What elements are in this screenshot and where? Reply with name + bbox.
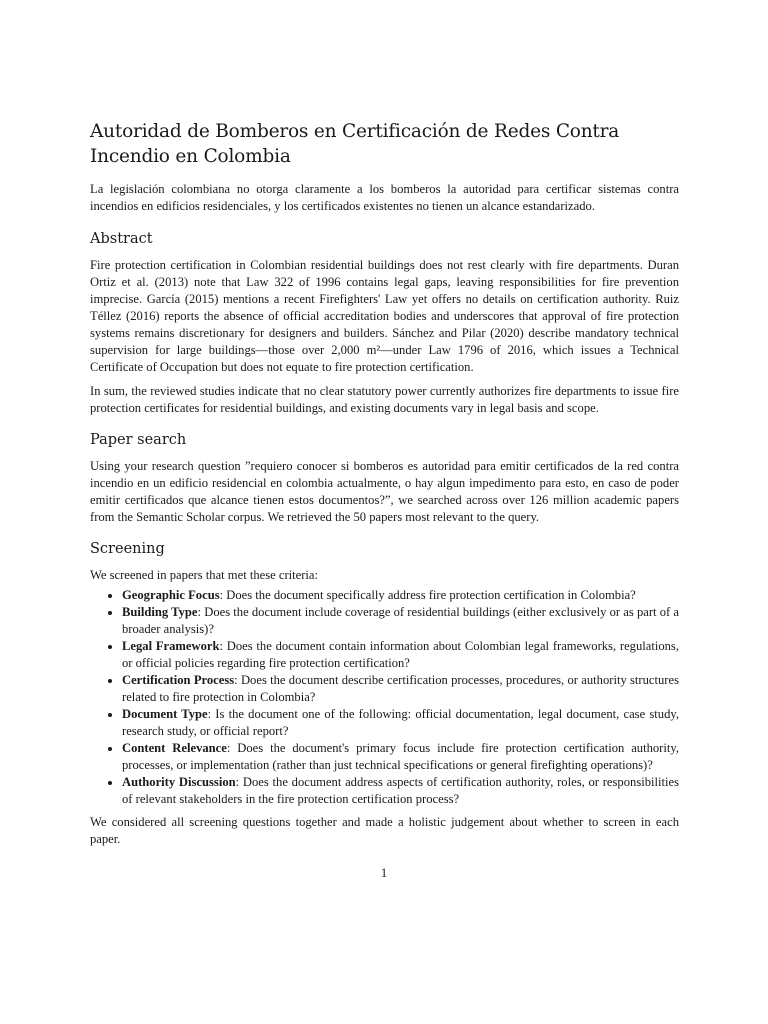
abstract-paragraph: In sum, the reviewed studies indicate that no clear statutory power currently authorizes fire departments to issue fire protection certificates for residential buildings, and existing documents vary in legal basis and scope.	[90, 384, 679, 415]
criterion-item	[122, 604, 679, 638]
criterion-label: Building Type	[122, 605, 198, 619]
criterion-text: : Does the document contain information about Colombian legal frameworks, regulations, or official policies regarding fire protection certification?	[122, 639, 679, 670]
page-content	[90, 119, 679, 848]
criterion-text: : Is the document one of the following: official documentation, legal document, case study, research study, or official report?	[122, 707, 679, 738]
screening-intro: We screened in papers that met these criteria:	[90, 568, 319, 582]
criterion-text: : Does the document address aspects of certification authority, roles, or responsibilities of relevant stakeholders in the fire protection certification process?	[122, 775, 679, 806]
criterion-label: Certification Process	[122, 673, 235, 687]
criterion-item	[122, 638, 679, 672]
abstract-section	[90, 230, 679, 417]
screening-heading: Screening	[90, 541, 165, 557]
paper-search-section	[90, 431, 679, 526]
criterion-item	[122, 706, 679, 740]
criterion-text: : Does the document describe certification processes, procedures, or authority structures related to fire protection in Colombia?	[122, 673, 679, 704]
lead-summary: La legislación colombiana no otorga claramente a los bomberos la autoridad para certificar sistemas contra incendios en edificios residenciales, y los certificados existentes no tienen un alcance estandarizado.	[90, 182, 679, 213]
paper-title: Autoridad de Bomberos en Certificación de Redes Contra Incendio en Colombia	[90, 121, 620, 167]
abstract-heading: Abstract	[90, 231, 153, 247]
abstract-paragraph: Fire protection certification in Colombian residential buildings does not rest clearly with fire departments. Duran Ortiz et al. (2013) note that Law 322 of 1996 contains legal gaps, leaving responsibilities for fire prevention imprecise. García (2015) mentions a recent Firefighters' Law yet offers no details on certification authority. Ruiz Téllez (2016) reports the absence of official accreditation bodies and underscores that approval of fire protection systems remains discretionary for designers and builders. Sánchez and Pilar (2020) describe mandatory technical supervision for large buildings—those over 2,000 m²—under Law 1796 of 2016, which issues a Technical Certificate of Occupation but does not equate to fire protection certification.	[90, 258, 679, 374]
criterion-text: : Does the document specifically address fire protection certification in Colombia?	[219, 588, 636, 602]
criterion-label: Authority Discussion	[122, 775, 236, 789]
criterion-label: Document Type	[122, 707, 208, 721]
criterion-label: Content Relevance	[122, 741, 227, 755]
paper-search-heading: Paper search	[90, 432, 187, 448]
criterion-text: : Does the document include coverage of residential buildings (either exclusively or as part of a broader analysis)?	[122, 605, 679, 636]
screening-closing: We considered all screening questions together and made a holistic judgement about whether to screen in each paper.	[90, 815, 679, 846]
criterion-label: Legal Framework	[122, 639, 220, 653]
criterion-item	[122, 672, 679, 706]
criterion-text: : Does the document's primary focus include fire protection certification authority, processes, or implementation (rather than just technical specifications or general firefighting operations)?	[122, 741, 680, 772]
criterion-item	[122, 774, 679, 808]
criteria-list	[90, 587, 679, 808]
screening-section	[90, 540, 679, 848]
paper-search-text: Using your research question ”requiero conocer si bomberos es autoridad para emitir certificados de la red contra incendio en un edificio residencial en colombia actualmente, o hay algun impedimento para esto, en caso de poder emitir certificados que alcance tienen estos documentos?”, we searched across over 126 million academic papers from the Semantic Scholar corpus. We retrieved the 50 papers most relevant to the query.	[90, 459, 679, 524]
page-number: 1	[380, 866, 388, 880]
criterion-label: Geographic Focus	[122, 588, 220, 602]
criterion-item	[122, 740, 679, 774]
criterion-item	[122, 587, 679, 604]
